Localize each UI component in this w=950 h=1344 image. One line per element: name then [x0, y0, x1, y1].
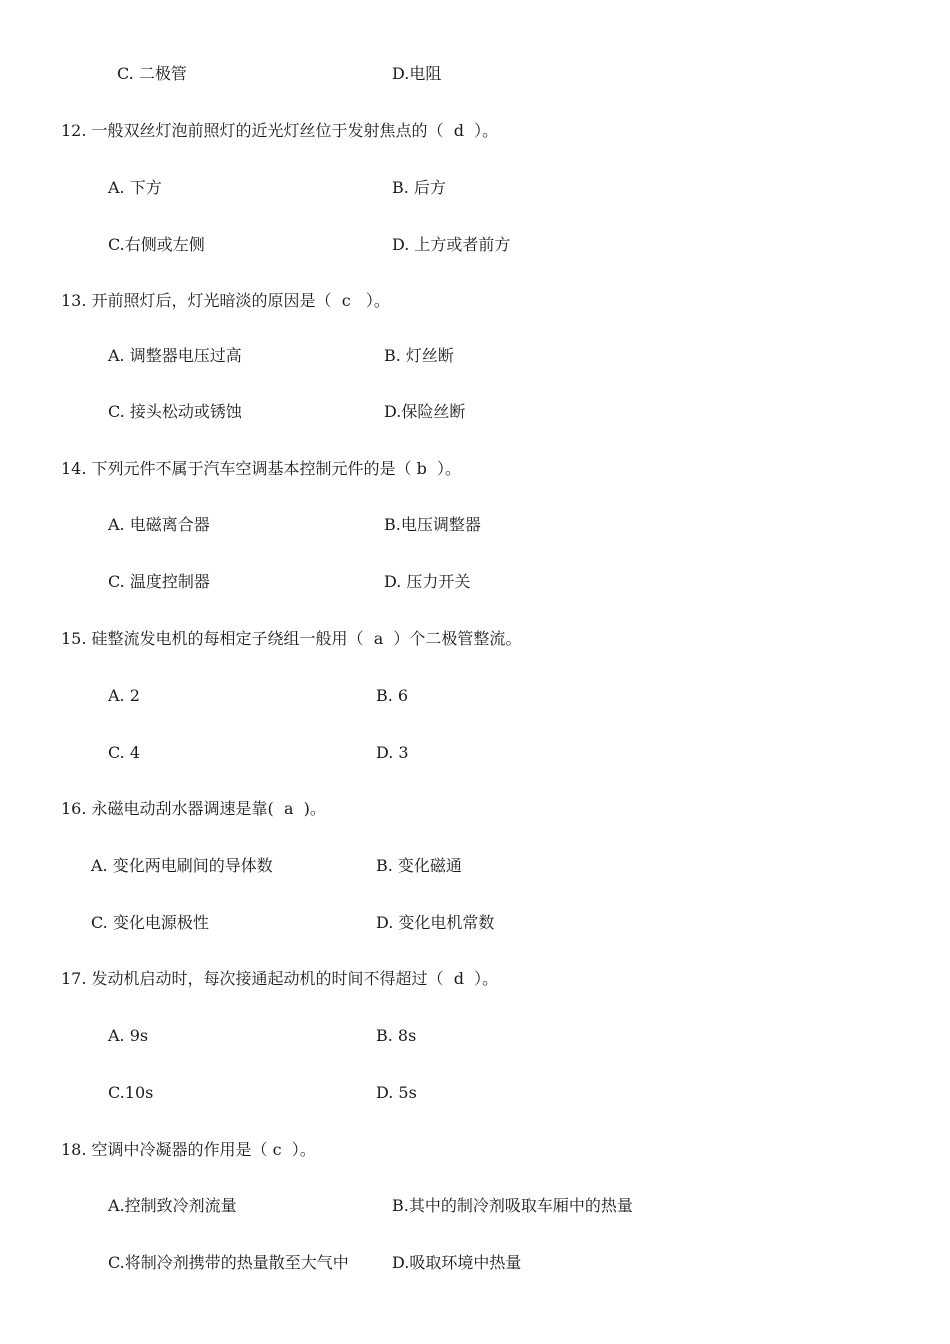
- question-17-stem: 17. 发动机启动时，每次接通起动机的时间不得超过（ d ）。: [61, 969, 499, 988]
- q18-option-c: C.将制冷剂携带的热量散至大气中: [108, 1253, 349, 1272]
- question-16-stem: 16. 永磁电动刮水器调速是靠( a )。: [61, 799, 326, 818]
- q13-option-a: A. 调整器电压过高: [108, 346, 242, 365]
- q16-option-d: D. 变化电机常数: [376, 913, 495, 932]
- q18-option-a: A.控制致冷剂流量: [108, 1196, 237, 1215]
- q17-option-d: D. 5s: [376, 1083, 417, 1102]
- q13-option-c: C. 接头松动或锈蚀: [108, 402, 242, 421]
- q18-option-b: B.其中的制冷剂吸取车厢中的热量: [392, 1196, 633, 1215]
- q12-option-b: B. 后方: [392, 178, 446, 197]
- q16-option-b: B. 变化磁通: [376, 856, 462, 875]
- q11-option-c: C. 二极管: [117, 64, 187, 83]
- q15-option-c: C. 4: [108, 743, 141, 762]
- q17-option-c: C.10s: [108, 1083, 154, 1102]
- q11-option-d: D.电阻: [392, 64, 442, 83]
- q15-option-a: A. 2: [108, 686, 140, 705]
- question-15-stem: 15. 硅整流发电机的每相定子绕组一般用（ a ）个二极管整流。: [61, 629, 522, 648]
- q12-option-d: D. 上方或者前方: [392, 235, 511, 254]
- q13-option-d: D.保险丝断: [384, 402, 466, 421]
- q12-option-c: C.右侧或左侧: [108, 235, 205, 254]
- q15-option-d: D. 3: [376, 743, 409, 762]
- q18-option-d: D.吸取环境中热量: [392, 1253, 522, 1272]
- q14-option-b: B.电压调整器: [384, 515, 481, 534]
- q17-option-b: B. 8s: [376, 1026, 417, 1045]
- question-13-stem: 13. 开前照灯后，灯光暗淡的原因是（ c ）。: [61, 291, 390, 310]
- q12-option-a: A. 下方: [108, 178, 162, 197]
- q17-option-a: A. 9s: [108, 1026, 149, 1045]
- q16-option-c: C. 变化电源极性: [91, 913, 209, 932]
- q15-option-b: B. 6: [376, 686, 409, 705]
- question-12-stem: 12. 一般双丝灯泡前照灯的近光灯丝位于发射焦点的（ d ）。: [61, 121, 499, 140]
- q14-option-d: D. 压力开关: [384, 572, 471, 591]
- q14-option-c: C. 温度控制器: [108, 572, 210, 591]
- q14-option-a: A. 电磁离合器: [108, 515, 210, 534]
- q16-option-a: A. 变化两电刷间的导体数: [91, 856, 273, 875]
- question-18-stem: 18. 空调中冷凝器的作用是（ c ）。: [61, 1140, 316, 1159]
- question-14-stem: 14. 下列元件不属于汽车空调基本控制元件的是（ b ）。: [61, 459, 462, 478]
- q13-option-b: B. 灯丝断: [384, 346, 454, 365]
